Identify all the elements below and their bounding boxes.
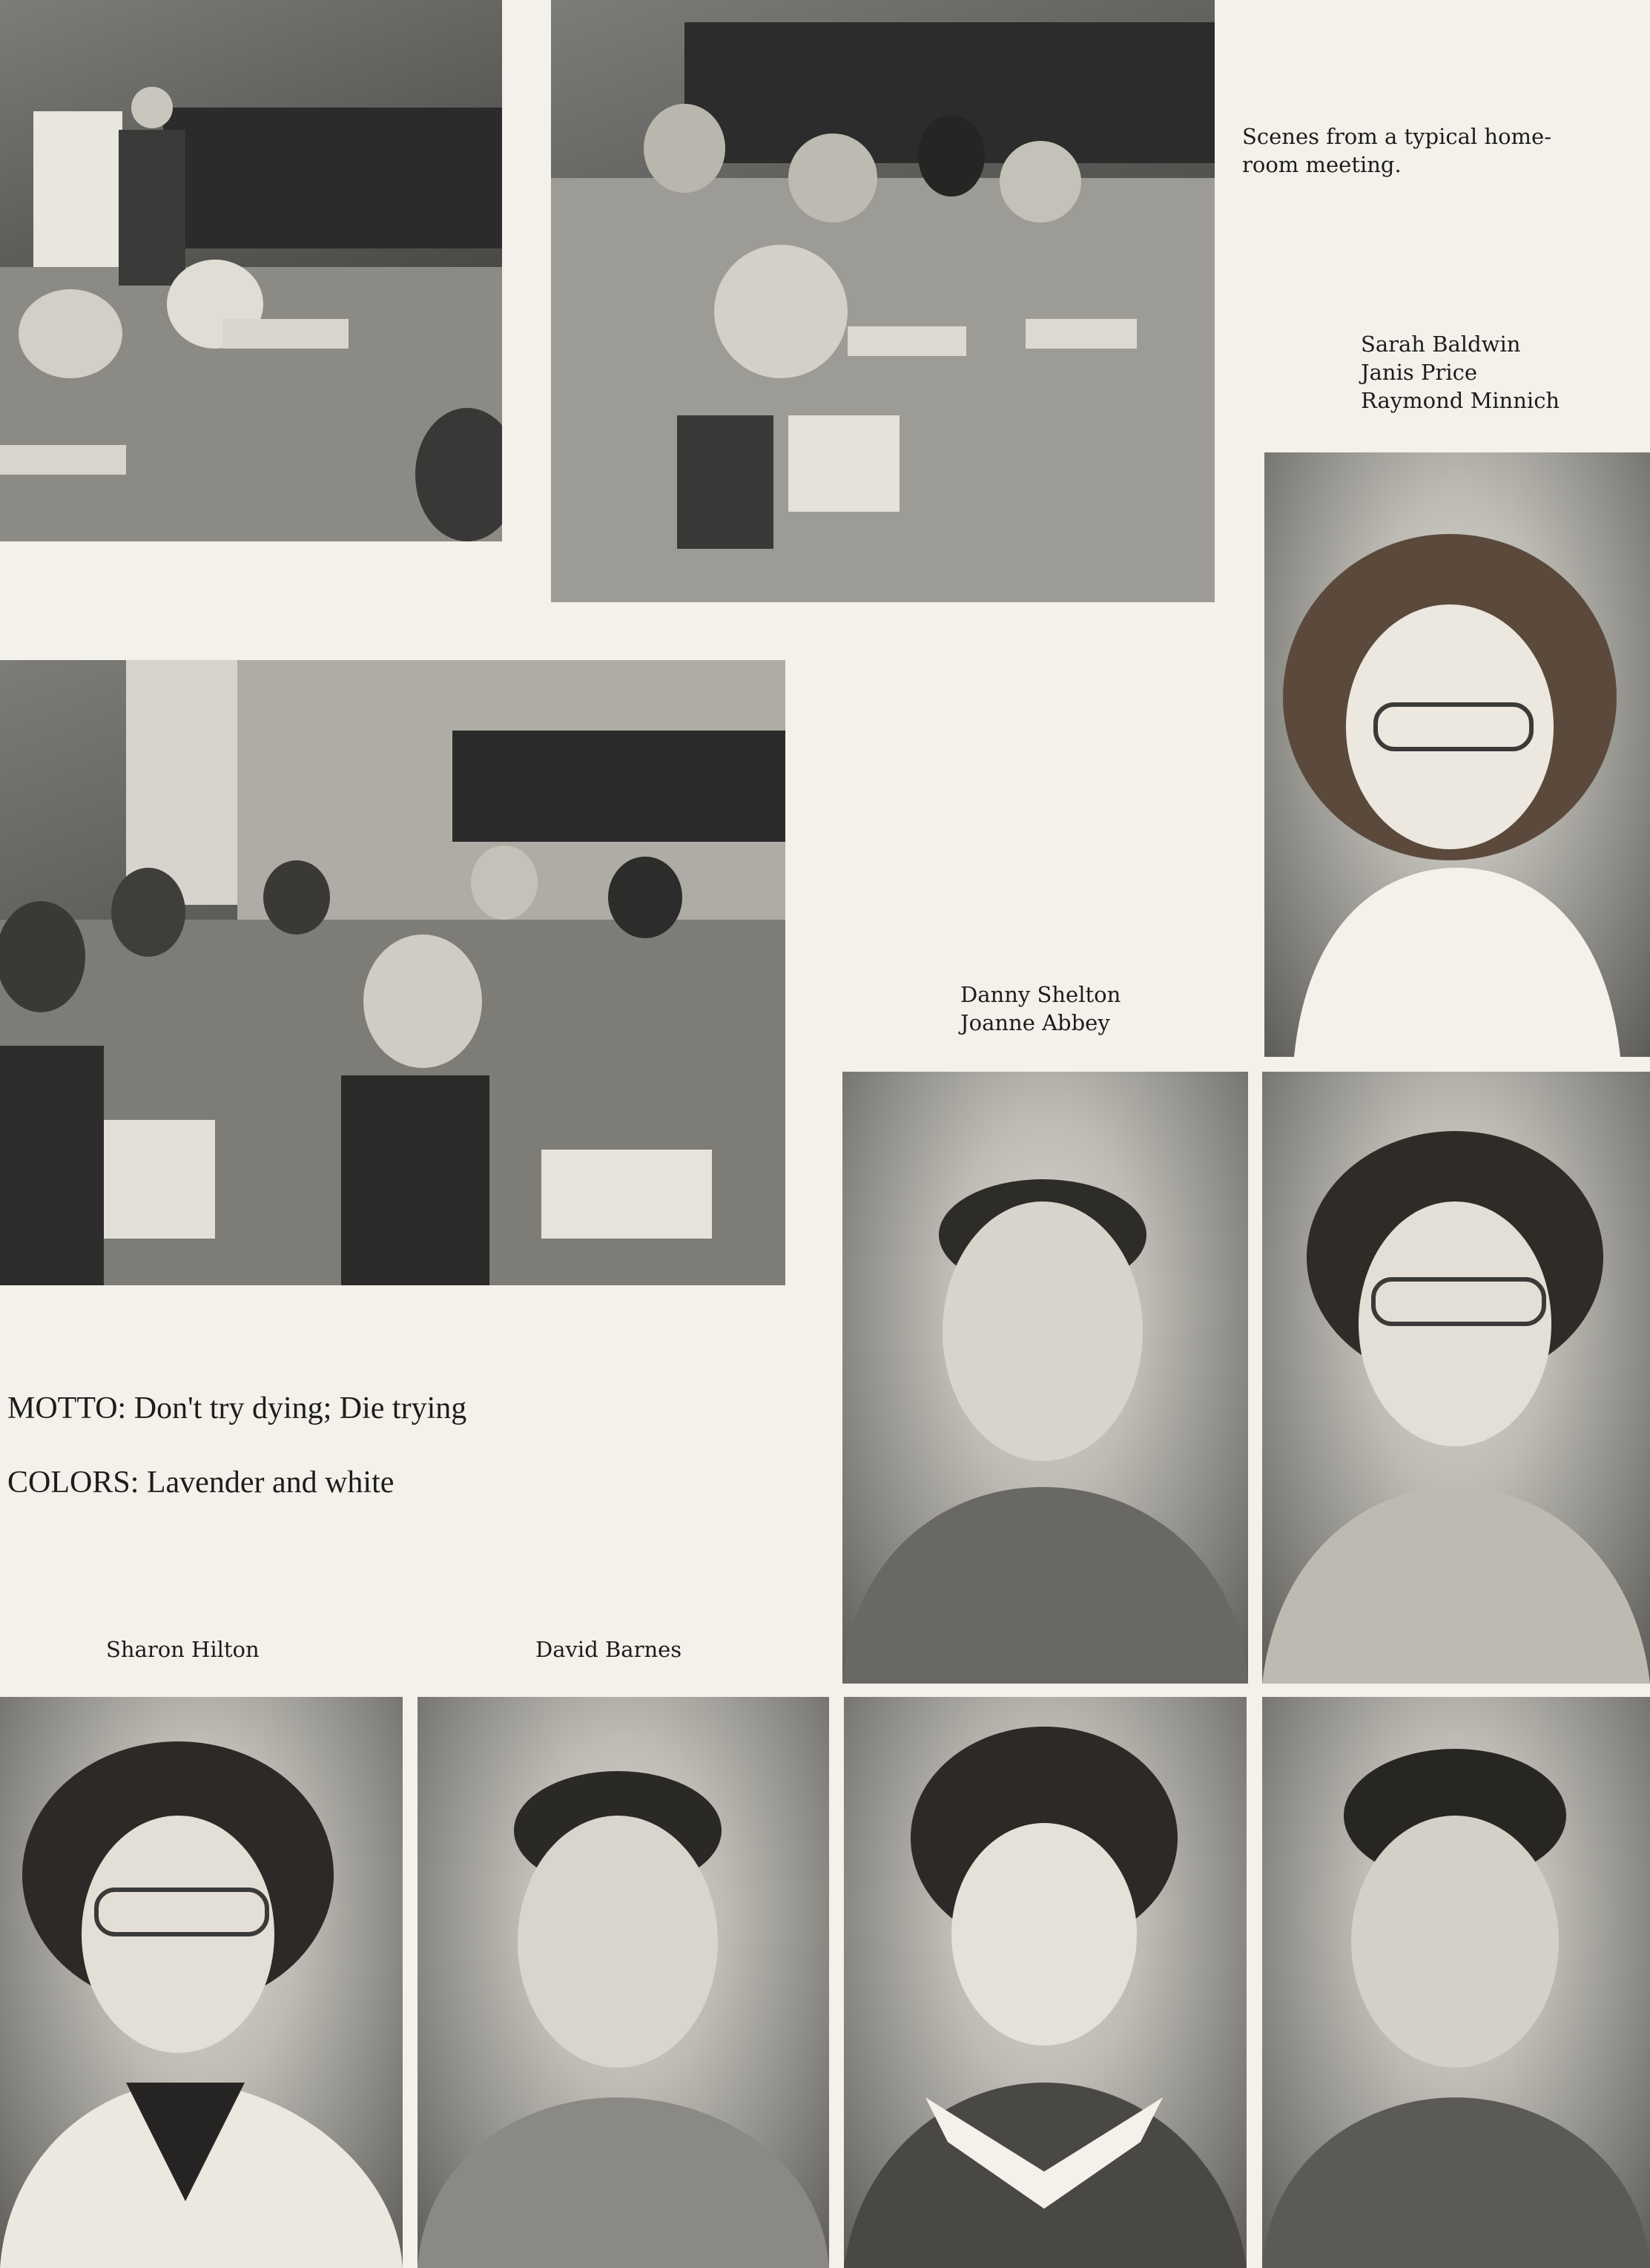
portrait-student-girl-bottom [844,1697,1247,2268]
student-name: Janis Price [1361,360,1478,385]
student-name: Raymond Minnich [1361,388,1560,413]
classroom-photo-students [0,660,785,1285]
colors-label: COLORS: [7,1466,139,1500]
name-caption-sharon [106,1635,260,1664]
class-motto [7,1391,466,1426]
colors-text: Lavender and white [146,1466,395,1500]
names-caption-group2 [960,980,1121,1037]
classroom-photo-teacher [0,0,502,541]
classroom-photo-desks [551,0,1215,602]
student-name: Sharon Hilton [106,1637,260,1662]
class-colors [7,1465,394,1500]
portrait-danny-shelton [842,1072,1248,1684]
scenes-caption-line: Scenes from a typical home- [1242,124,1551,149]
student-name: David Barnes [535,1637,682,1662]
portrait-student-boy-bottom [1262,1697,1650,2268]
scenes-caption-line: room meeting. [1242,152,1402,177]
motto-label: MOTTO: [7,1391,127,1425]
name-caption-david [535,1635,682,1664]
names-caption-group1 [1361,330,1560,415]
student-name: Danny Shelton [960,982,1121,1007]
portrait-joanne-abbey [1262,1072,1650,1684]
student-name: Joanne Abbey [960,1010,1110,1035]
scenes-caption [1242,122,1551,179]
student-name: Sarah Baldwin [1361,332,1521,357]
motto-text: Don't try dying; Die trying [133,1391,467,1425]
portrait-david-barnes [418,1697,829,2268]
portrait-sharon-hilton [0,1697,403,2268]
portrait-sarah-baldwin [1264,452,1650,1057]
